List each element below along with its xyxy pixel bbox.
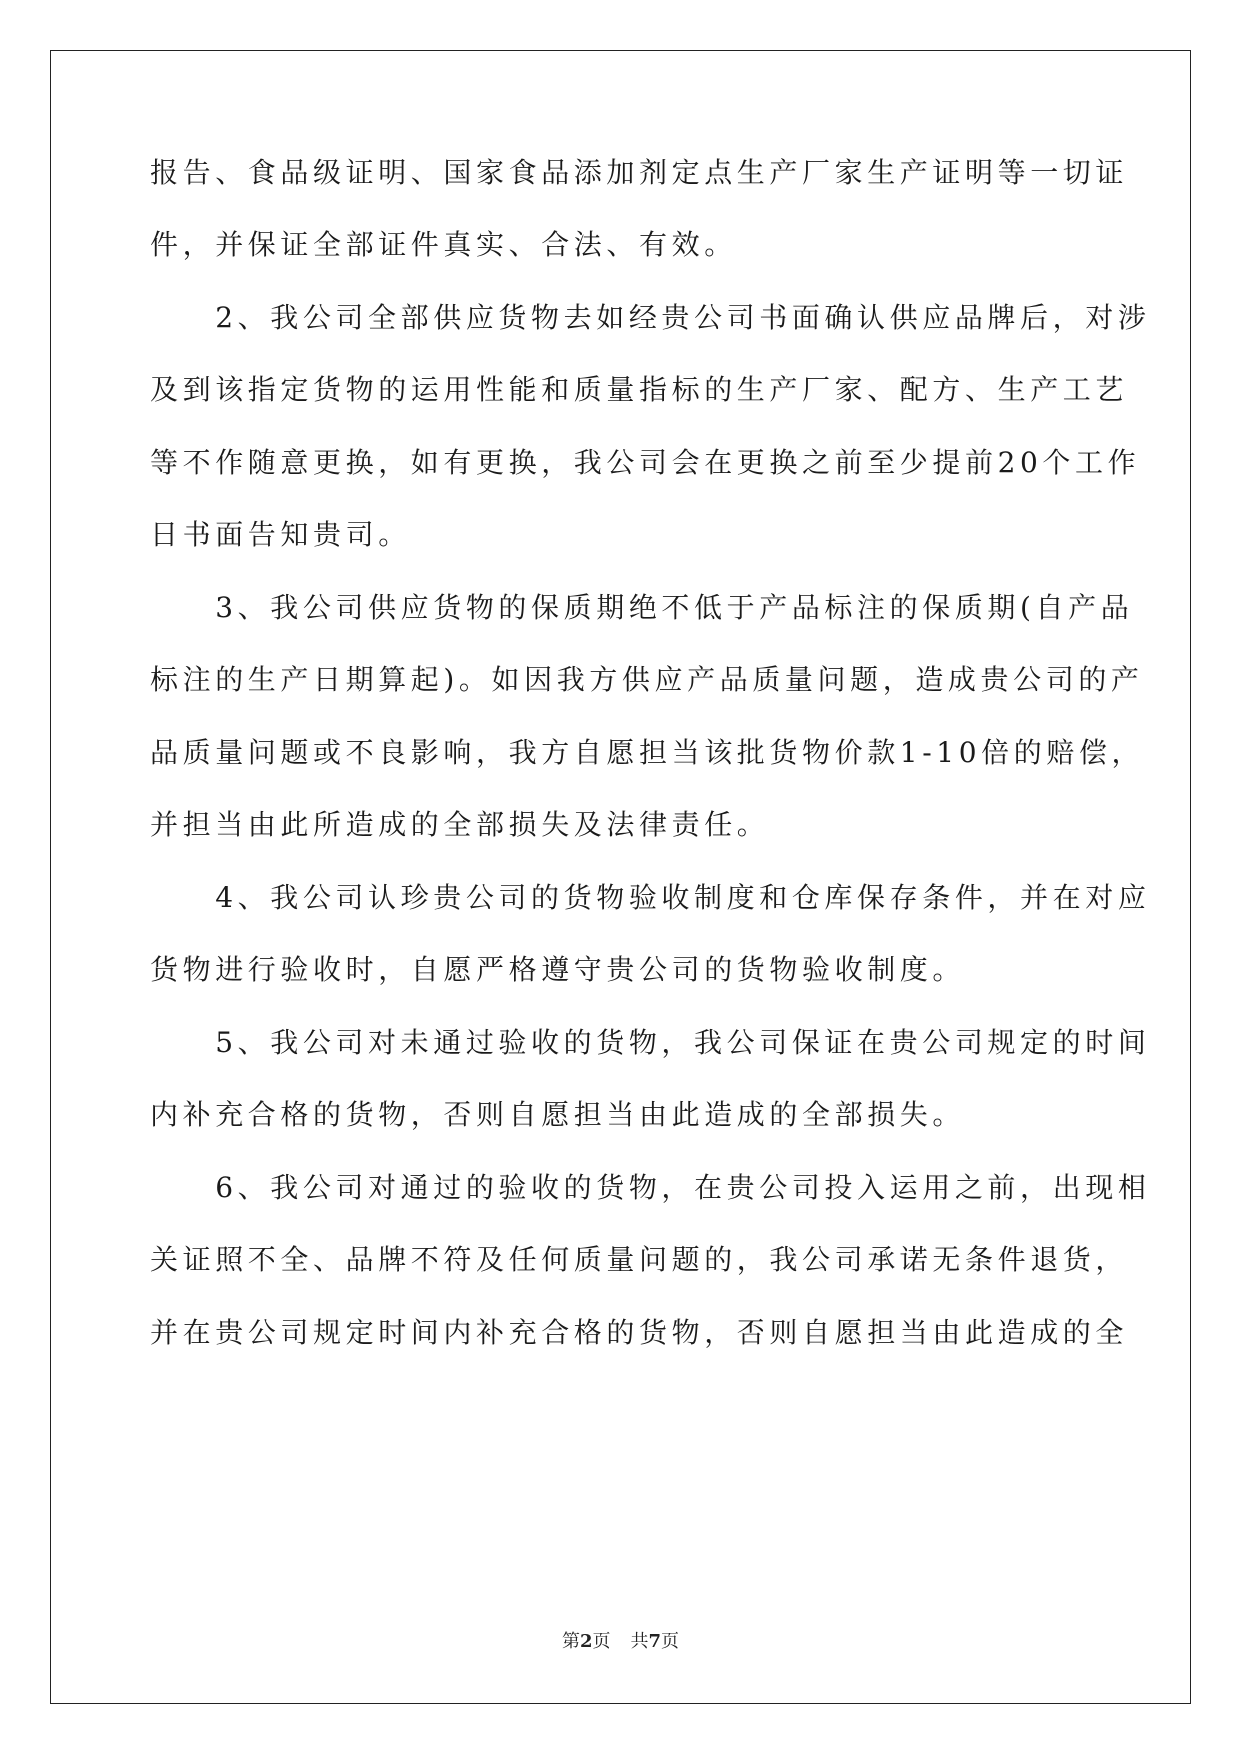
- body-line: 报告、食品级证明、国家食品添加剂定点生产厂家生产证明等一切证: [150, 156, 1129, 189]
- page-prefix: 第: [561, 1631, 580, 1652]
- body-line: 等不作随意更换，如有更换，我公司会在更换之前至少提前20个工作: [150, 446, 1141, 479]
- body-line: 6、我公司对通过的验收的货物，在贵公司投入运用之前，出现相: [150, 1171, 1151, 1204]
- total-pages: 7: [648, 1631, 662, 1652]
- body-line: 日书面告知贵司。: [150, 518, 411, 551]
- body-line: 标注的生产日期算起)。如因我方供应产品质量问题，造成贵公司的产: [150, 663, 1144, 696]
- body-line: 2、我公司全部供应货物去如经贵公司书面确认供应品牌后，对涉: [150, 301, 1151, 334]
- total-prefix: 共: [630, 1631, 649, 1652]
- body-line: 关证照不全、品牌不符及任何质量问题的，我公司承诺无条件退货，: [150, 1243, 1129, 1276]
- body-line: 3、我公司供应货物的保质期绝不低于产品标注的保质期(自产品: [150, 591, 1134, 624]
- body-line: 并担当由此所造成的全部损失及法律责任。: [150, 808, 770, 841]
- page-suffix: 页: [592, 1631, 611, 1652]
- body-line: 货物进行验收时，自愿严格遵守贵公司的货物验收制度。: [150, 953, 966, 986]
- page-number: 2: [579, 1631, 593, 1652]
- page-footer: [0, 1630, 1241, 1654]
- total-suffix: 页: [661, 1631, 680, 1652]
- body-line: 品质量问题或不良影响，我方自愿担当该批货物价款1-10倍的赔偿，: [150, 736, 1145, 769]
- body-line: 5、我公司对未通过验收的货物，我公司保证在贵公司规定的时间: [150, 1026, 1151, 1059]
- body-line: 及到该指定货物的运用性能和质量指标的生产厂家、配方、生产工艺: [150, 373, 1129, 406]
- body-line: 并在贵公司规定时间内补充合格的货物，否则自愿担当由此造成的全: [150, 1316, 1129, 1349]
- body-line: 件，并保证全部证件真实、合法、有效。: [150, 228, 737, 261]
- body-line: 4、我公司认珍贵公司的货物验收制度和仓库保存条件，并在对应: [150, 881, 1151, 914]
- body-line: 内补充合格的货物，否则自愿担当由此造成的全部损失。: [150, 1098, 966, 1131]
